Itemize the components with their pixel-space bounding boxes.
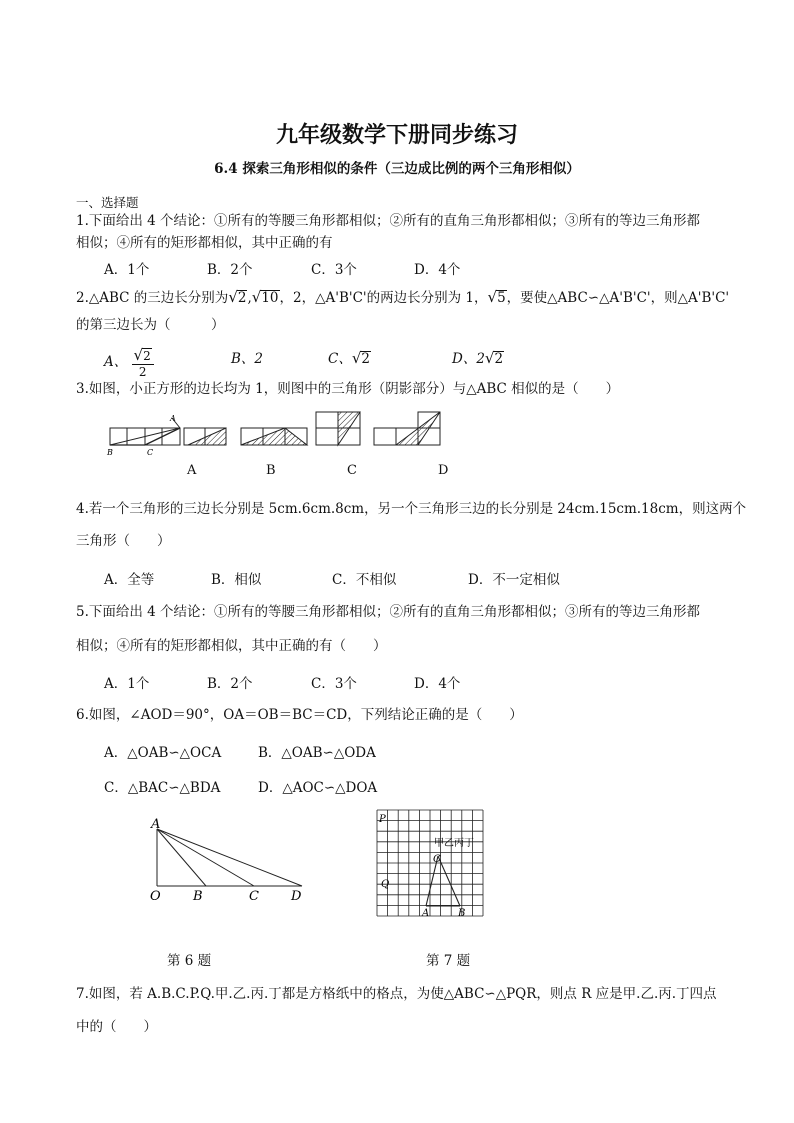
q7-label-q: Q <box>381 879 390 890</box>
q6-label-a: A <box>151 817 161 832</box>
q1-option-c[interactable]: C．3个 <box>311 262 357 278</box>
q2-comma: , <box>247 290 252 306</box>
q1-option-d[interactable]: D．4个 <box>414 262 461 278</box>
q6-figure <box>140 814 320 909</box>
q3-text: 3.如图，小正方形的边长均为 1，则图中的三角形（阴影部分）与△ABC 相似的是（ ） <box>76 381 620 397</box>
caption-fig6: 第 6 题 <box>167 953 212 969</box>
q4-option-b[interactable]: B．相似 <box>211 572 262 588</box>
q2-option-d[interactable] <box>452 347 504 367</box>
q4-option-a[interactable]: A．全等 <box>104 572 155 588</box>
q3-choice-b[interactable]: B <box>266 463 276 478</box>
sqrt-sign-icon: √ <box>484 349 495 367</box>
q5-option-a[interactable]: A．1个 <box>104 676 150 692</box>
q7-figure <box>372 806 488 918</box>
q2-text-part1: 2.△ABC 的三边长分别为 <box>76 290 229 306</box>
q3-figure <box>100 410 450 458</box>
q2-option-c[interactable] <box>328 347 371 367</box>
q2-text-part3: ，要使△ABC∽△A'B'C'，则△A'B'C' <box>506 290 730 306</box>
q2-text-part2: ，2，△A'B'C'的两边长分别为 1， <box>279 290 488 306</box>
q3-choice-d[interactable]: D <box>438 463 449 478</box>
sqrt-sign-icon: √ <box>228 288 238 306</box>
q7-header-points: 甲乙丙丁 <box>434 838 474 849</box>
q3-label-c: C <box>147 448 154 457</box>
q6-label-b: B <box>193 889 203 904</box>
sqrt-sign-icon: √ <box>133 346 144 364</box>
q7-line1: 7.如图，若 A.B.C.P.Q.甲.乙.丙.丁都是方格纸中的格点，为使△ABC∽△PQR，则点 R 应是甲.乙.丙.丁四点 <box>76 986 717 1002</box>
sqrt-sign-icon: √ <box>487 288 498 306</box>
q6-label-d: D <box>291 889 302 904</box>
q6-option-a[interactable]: A．△OAB∽△OCA <box>104 745 222 761</box>
page-subtitle: 6.4 探索三角形相似的条件（三边成比例的两个三角形相似） <box>214 161 580 177</box>
q1-line1: 1.下面给出 4 个结论：①所有的等腰三角形都相似；②所有的直角三角形都相似；③所有的等边三角形都 <box>76 213 701 229</box>
q5-option-b[interactable]: B．2个 <box>207 676 253 692</box>
q2-radicand-3: 5 <box>497 290 506 306</box>
q2-radicand-1: 2 <box>237 290 247 306</box>
q3-label-a: A <box>170 414 176 423</box>
q4-option-d[interactable]: D．不一定相似 <box>468 572 560 588</box>
q2-option-c-radicand: 2 <box>361 351 370 367</box>
sqrt-sign-icon: √ <box>351 349 362 367</box>
q3-choice-a-figure <box>184 428 226 445</box>
q5-option-c[interactable]: C．3个 <box>311 676 357 692</box>
q2-option-a-numerator: 2 <box>143 349 151 363</box>
q3-choice-b-figure <box>241 428 307 445</box>
caption-fig7: 第 7 题 <box>426 953 471 969</box>
q7-line2: 中的（ ） <box>76 1019 157 1035</box>
q7-label-b: B <box>458 908 466 918</box>
q2-radicand-2: 10 <box>261 290 279 306</box>
q2-option-d-radicand: 2 <box>494 351 504 367</box>
q1-option-b[interactable]: B．2个 <box>207 262 253 278</box>
q1-line2: 相似；④所有的矩形都相似，其中正确的有 <box>76 235 333 251</box>
q7-label-c: C <box>433 854 441 865</box>
q2-option-a-fraction <box>132 346 154 379</box>
q5-line1: 5.下面给出 4 个结论：①所有的等腰三角形都相似；②所有的直角三角形都相似；③所有的等边三角形都 <box>76 604 701 620</box>
q2-option-c-label: C、 <box>328 351 352 367</box>
q1-option-a[interactable]: A．1个 <box>104 262 150 278</box>
q5-option-d[interactable]: D．4个 <box>414 676 461 692</box>
section-heading: 一、选择题 <box>76 195 139 210</box>
q3-choice-a[interactable]: A <box>187 463 197 478</box>
q6-option-c[interactable]: C．△BAC∽△BDA <box>104 780 221 796</box>
q3-choice-c[interactable]: C <box>347 463 357 478</box>
q2-option-d-label: D、2 <box>452 351 485 367</box>
q3-label-b: B <box>107 448 113 457</box>
q2-option-a[interactable] <box>104 346 154 379</box>
q4-line1: 4.若一个三角形的三边长分别是 5cm.6cm.8cm，另一个三角形三边的长分别是 24cm.15cm.18cm，则这两个 <box>76 501 747 517</box>
sqrt-sign-icon: √ <box>251 288 262 306</box>
q2-option-b[interactable]: B、2 <box>231 351 264 367</box>
q6-text: 6.如图，∠AOD＝90°，OA＝OB＝BC＝CD，下列结论正确的是（ ） <box>76 707 523 723</box>
q6-option-d[interactable]: D．△AOC∽△DOA <box>258 780 378 796</box>
q4-line2: 三角形（ ） <box>76 533 171 549</box>
page-title: 九年级数学下册同步练习 <box>275 122 518 148</box>
q3-choice-d-figure <box>374 412 440 445</box>
q6-label-o: O <box>150 889 161 904</box>
q3-choice-c-figure <box>316 412 360 445</box>
q6-label-c: C <box>249 889 259 904</box>
q2-line2: 的第三边长为（ ） <box>76 317 225 333</box>
q2-option-a-denominator: 2 <box>138 365 147 379</box>
q2-option-a-label: A、 <box>104 354 128 370</box>
q2-line1 <box>76 288 729 307</box>
q6-option-b[interactable]: B．△OAB∽△ODA <box>258 745 376 761</box>
q4-option-c[interactable]: C．不相似 <box>332 572 397 588</box>
q7-label-p: P <box>379 814 386 825</box>
q5-line2: 相似；④所有的矩形都相似，其中正确的有（ ） <box>76 638 387 654</box>
q7-grid <box>377 810 483 916</box>
q7-label-a: A <box>422 908 430 918</box>
